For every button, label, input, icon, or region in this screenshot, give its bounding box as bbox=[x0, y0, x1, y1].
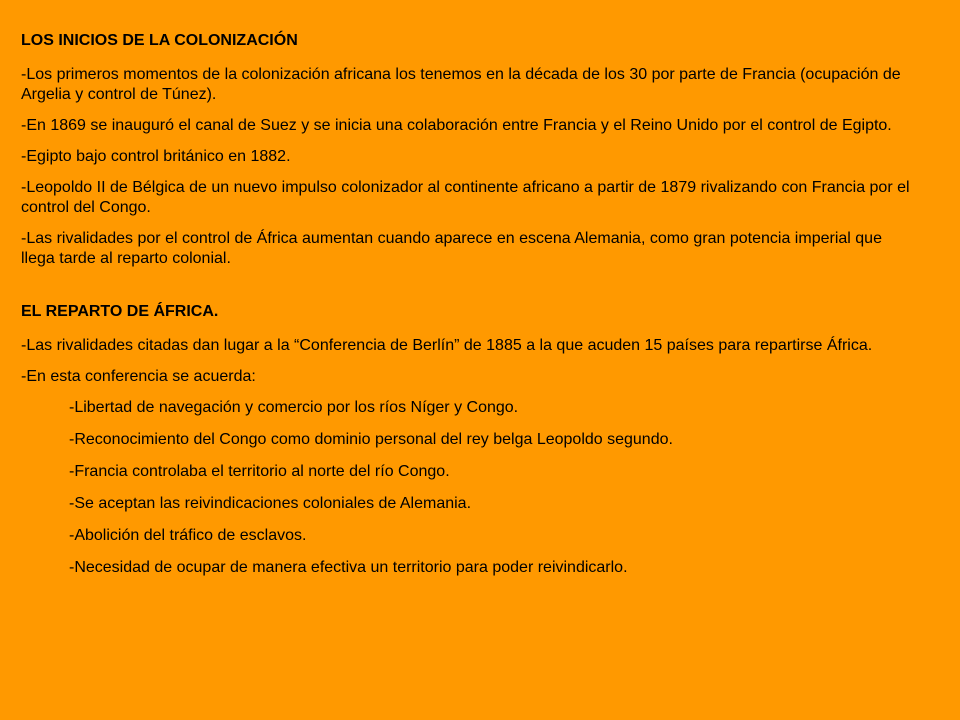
agreements-list bbox=[21, 398, 920, 578]
paragraph-leopoldo: -Leopoldo II de Bélgica de un nuevo impulso colonizador al continente africano a partir de 1879 rivalizando con Francia por el control del Congo. bbox=[21, 179, 910, 216]
list-item-navegacion: -Libertad de navegación y comercio por los ríos Níger y Congo. bbox=[69, 399, 519, 416]
list-item-alemania: -Se aceptan las reivindicaciones coloniales de Alemania. bbox=[69, 495, 472, 512]
paragraph-conferencia: -Las rivalidades citadas dan lugar a la “Conferencia de Berlín” de 1885 a la que acuden 15 países para repartirse África. bbox=[21, 337, 873, 354]
section-title-inicios: LOS INICIOS DE LA COLONIZACIÓN bbox=[21, 32, 298, 49]
list-item-francia: -Francia controlaba el territorio al norte del río Congo. bbox=[69, 463, 450, 480]
paragraph-suez: -En 1869 se inauguró el canal de Suez y se inicia una colaboración entre Francia y el Reino Unido por el control de Egipto. bbox=[21, 117, 892, 134]
paragraph-francia: -Los primeros momentos de la colonización africana los tenemos en la década de los 30 por parte de Francia (ocupación de Argelia y control de Túnez). bbox=[21, 66, 901, 103]
list-item-ocupacion: -Necesidad de ocupar de manera efectiva un territorio para poder reivindicarlo. bbox=[69, 559, 628, 576]
section-spacer bbox=[21, 280, 920, 302]
paragraph-egipto: -Egipto bajo control británico en 1882. bbox=[21, 148, 291, 165]
section-title-reparto: EL REPARTO DE ÁFRICA. bbox=[21, 303, 219, 320]
paragraph-alemania: -Las rivalidades por el control de África aumentan cuando aparece en escena Alemania, como gran potencia imperial que llega tarde al reparto colonial. bbox=[21, 230, 882, 267]
list-item-esclavos: -Abolición del tráfico de esclavos. bbox=[69, 527, 307, 544]
paragraph-acuerda: -En esta conferencia se acuerda: bbox=[21, 368, 256, 385]
list-item-congo: -Reconocimiento del Congo como dominio personal del rey belga Leopoldo segundo. bbox=[69, 431, 673, 448]
